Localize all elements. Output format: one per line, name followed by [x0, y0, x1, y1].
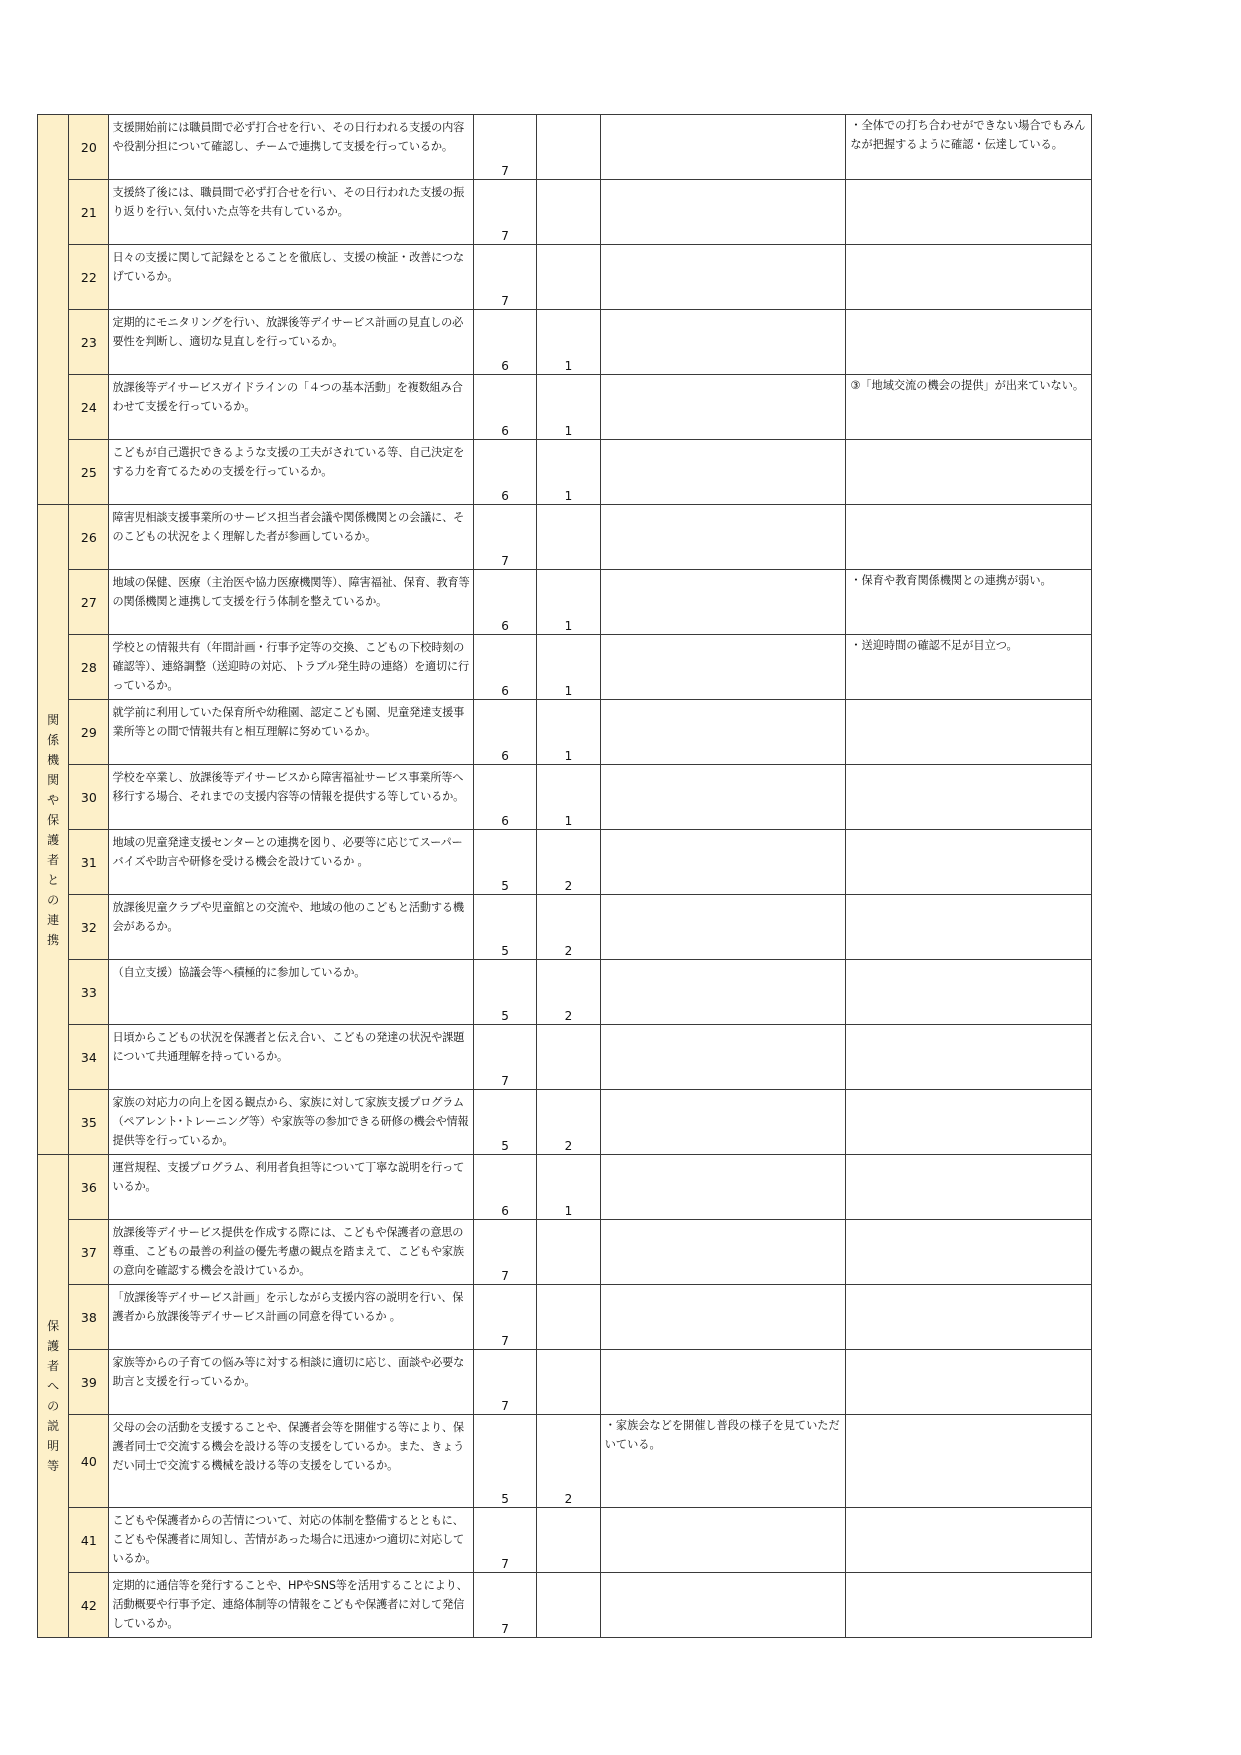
- comment-cell: [600, 1090, 846, 1155]
- table-row: [38, 1090, 1092, 1155]
- no-count: [537, 1220, 600, 1285]
- yes-count: 7: [473, 505, 536, 570]
- category-label: 関係機関や保護者との連携: [47, 712, 60, 947]
- yes-count: 5: [473, 960, 536, 1025]
- category-cell-3: [38, 1155, 69, 1638]
- item-number: 23: [69, 310, 109, 375]
- table-row: [38, 310, 1092, 375]
- no-count: 2: [537, 830, 600, 895]
- yes-count: 7: [473, 115, 536, 180]
- comment-cell: [600, 635, 846, 700]
- item-number: 25: [69, 440, 109, 505]
- question-text: 放課後等デイサービス提供を作成する際には、こどもや保護者の意思の尊重、こどもの最善の利益の優先考慮の観点を踏まえて、こどもや家族の意向を確認する機会を設けているか。: [109, 1220, 473, 1285]
- no-count: [537, 180, 600, 245]
- remark-cell: [846, 1155, 1092, 1220]
- comment-cell: ・家族会などを開催し普段の様子を見ていただいている。: [600, 1415, 846, 1508]
- table-row: [38, 505, 1092, 570]
- no-count: [537, 1025, 600, 1090]
- yes-count: 7: [473, 1573, 536, 1638]
- comment-cell: [600, 115, 846, 180]
- remark-cell: [846, 1350, 1092, 1415]
- comment-cell: [600, 505, 846, 570]
- no-count: 2: [537, 960, 600, 1025]
- yes-count: 6: [473, 310, 536, 375]
- yes-count: 6: [473, 1155, 536, 1220]
- yes-count: 5: [473, 830, 536, 895]
- remark-cell: ・送迎時間の確認不足が目立つ。: [846, 635, 1092, 700]
- item-number: 28: [69, 635, 109, 700]
- remark-cell: [846, 700, 1092, 765]
- yes-count: 7: [473, 1025, 536, 1090]
- no-count: 1: [537, 440, 600, 505]
- question-text: 日々の支援に関して記録をとることを徹底し、支援の検証・改善につなげているか。: [109, 245, 473, 310]
- item-number: 26: [69, 505, 109, 570]
- comment-cell: [600, 1285, 846, 1350]
- category-label: 保護者への説明等: [47, 1319, 60, 1473]
- comment-cell: [600, 1350, 846, 1415]
- item-number: 39: [69, 1350, 109, 1415]
- remark-cell: [846, 765, 1092, 830]
- item-number: 38: [69, 1285, 109, 1350]
- remark-cell: [846, 1090, 1092, 1155]
- no-count: 1: [537, 570, 600, 635]
- item-number: 35: [69, 1090, 109, 1155]
- question-text: （自立支援）協議会等へ積極的に参加しているか。: [109, 960, 473, 1025]
- question-text: 地域の保健、医療（主治医や協力医療機関等）、障害福祉、保育、教育等の関係機関と連携して支援を行う体制を整えているか。: [109, 570, 473, 635]
- evaluation-table: [37, 114, 1092, 1638]
- comment-cell: [600, 960, 846, 1025]
- question-text: 障害児相談支援事業所のサービス担当者会議や関係機関との会議に、そのこどもの状況をよく理解した者が参画しているか。: [109, 505, 473, 570]
- remark-cell: ・保育や教育関係機関との連携が弱い。: [846, 570, 1092, 635]
- question-text: 家族の対応力の向上を図る観点から、家族に対して家族支援プログラム（ペアレント･トレーニング等）や家族等の参加できる研修の機会や情報提供等を行っているか。: [109, 1090, 473, 1155]
- no-count: 1: [537, 310, 600, 375]
- yes-count: 6: [473, 635, 536, 700]
- no-count: 2: [537, 1090, 600, 1155]
- item-number: 31: [69, 830, 109, 895]
- item-number: 30: [69, 765, 109, 830]
- question-text: 学校を卒業し、放課後等デイサービスから障害福祉サービス事業所等へ移行する場合、それまでの支援内容等の情報を提供する等しているか。: [109, 765, 473, 830]
- remark-cell: ・全体での打ち合わせができない場合でもみんなが把握するように確認・伝達している。: [846, 115, 1092, 180]
- no-count: [537, 245, 600, 310]
- table-row: [38, 440, 1092, 505]
- table-row: [38, 765, 1092, 830]
- question-text: 定期的に通信等を発行することや、HPやSNS等を活用することにより、活動概要や行事予定、連絡体制等の情報をこどもや保護者に対して発信しているか。: [109, 1573, 473, 1638]
- item-number: 29: [69, 700, 109, 765]
- question-text: 地域の児童発達支援センターとの連携を図り、必要等に応じてスーパーバイズや助言や研修を受ける機会を設けているか 。: [109, 830, 473, 895]
- question-text: 運営規程、支援プログラム、利用者負担等について丁寧な説明を行っているか。: [109, 1155, 473, 1220]
- comment-cell: [600, 830, 846, 895]
- table-row: [38, 1155, 1092, 1220]
- item-number: 34: [69, 1025, 109, 1090]
- comment-cell: [600, 1508, 846, 1573]
- remark-cell: [846, 1285, 1092, 1350]
- question-text: こどもや保護者からの苦情について、対応の体制を整備するとともに、こどもや保護者に周知し、苦情があった場合に迅速かつ適切に対応しているか。: [109, 1508, 473, 1573]
- item-number: 37: [69, 1220, 109, 1285]
- comment-cell: [600, 765, 846, 830]
- table-row: [38, 830, 1092, 895]
- no-count: 1: [537, 375, 600, 440]
- yes-count: 5: [473, 895, 536, 960]
- item-number: 36: [69, 1155, 109, 1220]
- table-row: [38, 1415, 1092, 1508]
- item-number: 42: [69, 1573, 109, 1638]
- comment-cell: [600, 895, 846, 960]
- table-row: [38, 115, 1092, 180]
- yes-count: 7: [473, 1220, 536, 1285]
- remark-cell: [846, 830, 1092, 895]
- no-count: 2: [537, 895, 600, 960]
- remark-cell: [846, 505, 1092, 570]
- item-number: 32: [69, 895, 109, 960]
- question-text: 「放課後等デイサービス計画」を示しながら支援内容の説明を行い、保護者から放課後等デイサービス計画の同意を得ているか 。: [109, 1285, 473, 1350]
- table-row: [38, 1025, 1092, 1090]
- comment-cell: [600, 570, 846, 635]
- category-cell-1: [38, 115, 69, 505]
- comment-cell: [600, 1025, 846, 1090]
- yes-count: 6: [473, 700, 536, 765]
- remark-cell: [846, 1508, 1092, 1573]
- yes-count: 6: [473, 440, 536, 505]
- remark-cell: [846, 895, 1092, 960]
- item-number: 41: [69, 1508, 109, 1573]
- table-row: [38, 635, 1092, 700]
- no-count: [537, 1350, 600, 1415]
- table-row: [38, 1508, 1092, 1573]
- item-number: 33: [69, 960, 109, 1025]
- no-count: [537, 1285, 600, 1350]
- comment-cell: [600, 1155, 846, 1220]
- table-row: [38, 700, 1092, 765]
- no-count: 1: [537, 635, 600, 700]
- remark-cell: [846, 180, 1092, 245]
- table-row: [38, 570, 1092, 635]
- yes-count: 7: [473, 1350, 536, 1415]
- yes-count: 7: [473, 1508, 536, 1573]
- question-text: 日頃からこどもの状況を保護者と伝え合い、こどもの発達の状況や課題について共通理解を持っているか。: [109, 1025, 473, 1090]
- yes-count: 7: [473, 245, 536, 310]
- remark-cell: [846, 1573, 1092, 1638]
- comment-cell: [600, 1220, 846, 1285]
- yes-count: 7: [473, 1285, 536, 1350]
- item-number: 27: [69, 570, 109, 635]
- question-text: 家族等からの子育ての悩み等に対する相談に適切に応じ、面談や必要な助言と支援を行っているか。: [109, 1350, 473, 1415]
- remark-cell: ③「地域交流の機会の提供」が出来ていない。: [846, 375, 1092, 440]
- no-count: [537, 1508, 600, 1573]
- question-text: 定期的にモニタリングを行い、放課後等デイサービス計画の見直しの必要性を判断し、適切な見直しを行っているか。: [109, 310, 473, 375]
- comment-cell: [600, 180, 846, 245]
- no-count: 2: [537, 1415, 600, 1508]
- table-row: [38, 245, 1092, 310]
- table-row: [38, 1220, 1092, 1285]
- question-text: 学校との情報共有（年間計画・行事予定等の交換、こどもの下校時刻の確認等）、連絡調整（送迎時の対応、トラブル発生時の連絡）を適切に行っているか。: [109, 635, 473, 700]
- remark-cell: [846, 310, 1092, 375]
- question-text: 支援開始前には職員間で必ず打合せを行い、その日行われる支援の内容や役割分担について確認し、チームで連携して支援を行っているか。: [109, 115, 473, 180]
- category-cell-2: [38, 505, 69, 1155]
- table-row: [38, 960, 1092, 1025]
- no-count: 1: [537, 700, 600, 765]
- question-text: 支援終了後には、職員間で必ず打合せを行い、その日行われた支援の振り返りを行い､気付いた点等を共有しているか。: [109, 180, 473, 245]
- comment-cell: [600, 375, 846, 440]
- table-row: [38, 1285, 1092, 1350]
- remark-cell: [846, 245, 1092, 310]
- remark-cell: [846, 1025, 1092, 1090]
- question-text: 就学前に利用していた保育所や幼稚園、認定こども園、児童発達支援事業所等との間で情報共有と相互理解に努めているか。: [109, 700, 473, 765]
- remark-cell: [846, 440, 1092, 505]
- yes-count: 5: [473, 1090, 536, 1155]
- table-body: [38, 115, 1092, 1638]
- remark-cell: [846, 1415, 1092, 1508]
- no-count: [537, 505, 600, 570]
- item-number: 40: [69, 1415, 109, 1508]
- yes-count: 5: [473, 1415, 536, 1508]
- table-row: [38, 1350, 1092, 1415]
- comment-cell: [600, 310, 846, 375]
- yes-count: 6: [473, 375, 536, 440]
- item-number: 22: [69, 245, 109, 310]
- no-count: [537, 115, 600, 180]
- yes-count: 7: [473, 180, 536, 245]
- yes-count: 6: [473, 570, 536, 635]
- question-text: 父母の会の活動を支援することや、保護者会等を開催する等により、保護者同士で交流する機会を設ける等の支援をしているか。また、きょうだい同士で交流する機械を設ける等の支援をしているか。: [109, 1415, 473, 1508]
- question-text: こどもが自己選択できるような支援の工夫がされている等、自己決定をする力を育てるための支援を行っているか。: [109, 440, 473, 505]
- table-row: [38, 895, 1092, 960]
- comment-cell: [600, 700, 846, 765]
- no-count: 1: [537, 765, 600, 830]
- remark-cell: [846, 1220, 1092, 1285]
- comment-cell: [600, 440, 846, 505]
- question-text: 放課後児童クラブや児童館との交流や、地域の他のこどもと活動する機会があるか。: [109, 895, 473, 960]
- remark-cell: [846, 960, 1092, 1025]
- no-count: 1: [537, 1155, 600, 1220]
- table-row: [38, 1573, 1092, 1638]
- comment-cell: [600, 1573, 846, 1638]
- yes-count: 6: [473, 765, 536, 830]
- table-row: [38, 375, 1092, 440]
- comment-cell: [600, 245, 846, 310]
- item-number: 24: [69, 375, 109, 440]
- no-count: [537, 1573, 600, 1638]
- item-number: 21: [69, 180, 109, 245]
- question-text: 放課後等デイサービスガイドラインの「４つの基本活動」を複数組み合わせて支援を行っているか。: [109, 375, 473, 440]
- item-number: 20: [69, 115, 109, 180]
- table-row: [38, 180, 1092, 245]
